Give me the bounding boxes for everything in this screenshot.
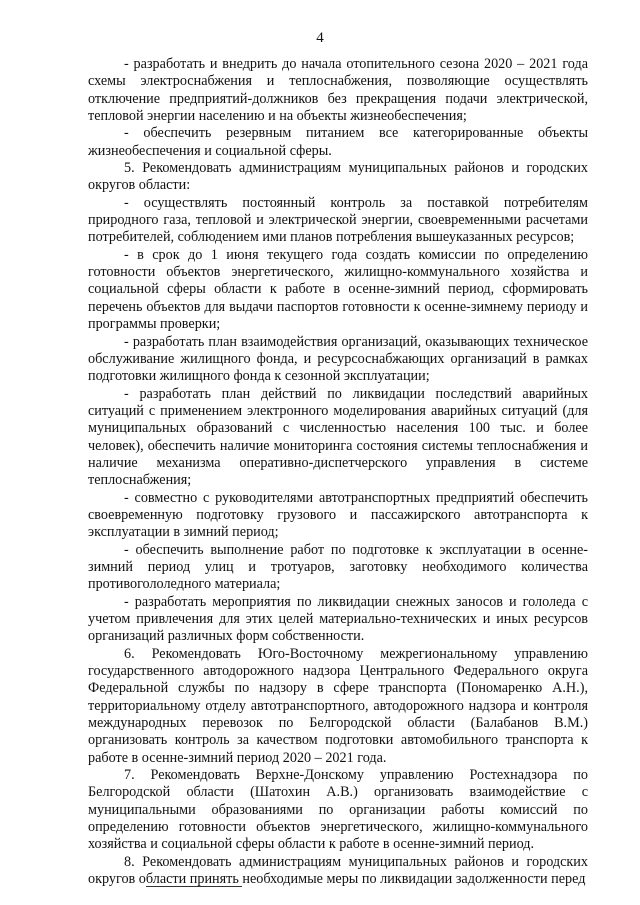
paragraph-item-6: 6. Рекомендовать Юго-Восточному межрегиональному управлению государственного автодорожного надзора Центрального Федерального округа Федеральной службы по надзору в сфере транспорта (Пономаренко А.Н.), территориальному отделу автотранспортного, автодорожного надзора и контроля международных перевозок по Белгородской области (Балабанов В.М.) организовать контроль за качеством подготовки автомобильного транспорта к работе в осенне-зимний период 2020 – 2021 года. bbox=[88, 645, 588, 766]
paragraph-dash-snow: - разработать мероприятия по ликвидации снежных заносов и гололеда с учетом привлечения для этих целей материально-технических и иных ресурсов организаций различных форм собственности. bbox=[88, 593, 588, 645]
footer-divider bbox=[146, 886, 242, 887]
paragraph-dash-commissions: - в срок до 1 июня текущего года создать комиссии по определению готовности объектов энергетического, жилищно-коммунального хозяйства и социальной сферы области к работе в осенне-зимний период, сформировать перечень объектов для выдачи паспортов готовности к осенне-зимнему периоду и программы проверки; bbox=[88, 246, 588, 333]
paragraph-dash-control: - осуществлять постоянный контроль за поставкой потребителям природного газа, тепловой и электрической энергии, своевременными расчетами потребителей, соблюдением ими планов потребления вышеуказанных ресурсов; bbox=[88, 194, 588, 246]
paragraph-dash-streets: - обеспечить выполнение работ по подготовке к эксплуатации в осенне-зимний период улиц и тротуаров, заготовку необходимого количества противогололедного материала; bbox=[88, 541, 588, 593]
paragraph-dash-schemes: - разработать и внедрить до начала отопительного сезона 2020 – 2021 года схемы электроснабжения и теплоснабжения, позволяющие осуществлять отключение предприятий-должников без прекращения подачи электрической, тепловой энергии населению и на объекты жизнеобеспечения; bbox=[88, 56, 588, 125]
paragraph-dash-backup-power: - обеспечить резервным питанием все категорированные объекты жизнеобеспечения и социальной сферы. bbox=[88, 125, 588, 159]
page-number: 4 bbox=[316, 30, 324, 46]
paragraph-item-7: 7. Рекомендовать Верхне-Донскому управлению Ростехнадзора по Белгородской области (Шатохин А.В.) организовать взаимодействие с муниципальными образованиями по организации работы комиссий по определению готовности объектов энергетического, жилищно-коммунального хозяйства и социальной сферы области к работе в осенне-зимний период. bbox=[88, 767, 588, 853]
paragraph-dash-transport: - совместно с руководителями автотранспортных предприятий обеспечить своевременную подготовку грузового и пассажирского автотранспорта к эксплуатации в зимний период; bbox=[88, 489, 588, 541]
paragraph-dash-emergency-plan: - разработать план действий по ликвидации последствий аварийных ситуаций с применением электронного моделирования аварийных ситуаций (для муниципальных образований с численностью населения 100 тыс. и более человек), обеспечить наличие мониторинга состояния системы теплоснабжения и наличие механизма оперативно-диспетчерского управления в системе теплоснабжения; bbox=[88, 385, 588, 489]
document-body bbox=[88, 56, 588, 889]
paragraph-item-5: 5. Рекомендовать администрациям муниципальных районов и городских округов области: bbox=[88, 160, 588, 194]
paragraph-dash-interaction-plan: - разработать план взаимодействия организаций, оказывающих техническое обслуживание жилищного фонда, и ресурсоснабжающих организаций в рамках подготовки жилищного фонда к сезонной эксплуатации; bbox=[88, 333, 588, 385]
paragraph-item-8: 8. Рекомендовать администрациям муниципальных районов и городских округов области принять необходимые меры по ликвидации задолженности перед bbox=[88, 853, 588, 888]
